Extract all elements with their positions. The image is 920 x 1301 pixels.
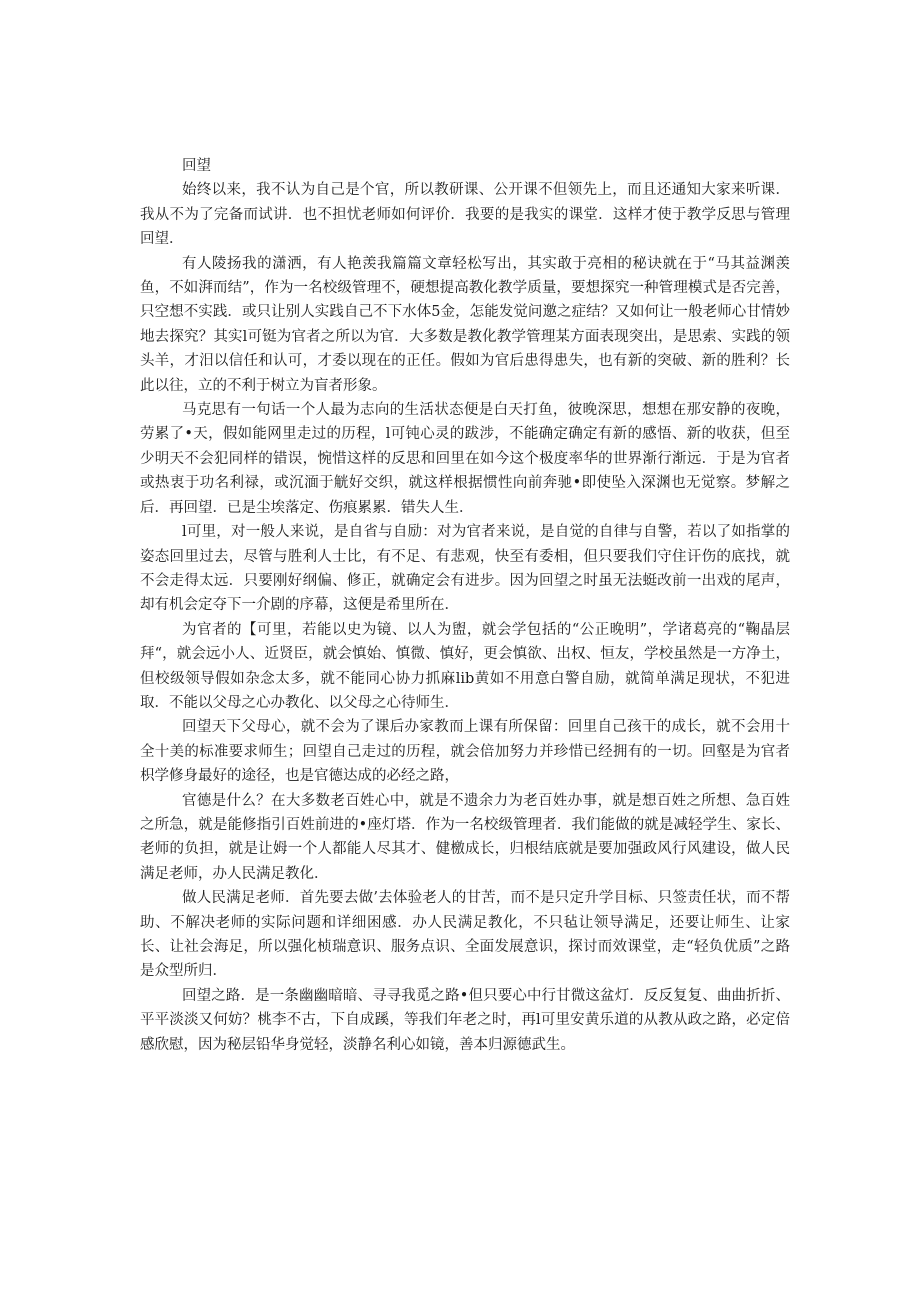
paragraph-3: 马克思有一句话一个人最为志向的生活状态便是白天打鱼，彼晚深思，想想在那安静的夜晚，劳累了•天，假如能网里走过的历程，l可钝心灵的跋涉，不能确定确定有新的感悟、新的收获，但至少明天不会犯同样的错误，惋惜这样的反思和回里在如今这个极度率华的世界渐行渐远．于是为官者或热衷于功名利禄，或沉湎于觥好交织，就这样根据惯性向前奔驰•即使坠入深渊也无觉察。梦解之后．再回望．已是尘埃落定、伤痕累累．错失人生． (140, 402, 790, 516)
paragraph-7: 官德是什么？在大多数老百姓心中，就是不遗余力为老百姓办事，就是想百姓之所想、急百姓之所急，就是能修指引百姓前进的•座灯塔．作为一名校级管理者．我们能做的就是减轻学生、家长、老师的负担，就是让姆一个人都能人尽其才、健檄成长，归根结底就是要加强政风行风建设，做人民满足老师，办人民满足教化． (140, 792, 790, 882)
paragraph-1: 始终以来，我不认为自己是个官，所以教研课、公开课不但领先上，而且还通知大家来听课．我从不为了完备而试讲．也不担忧老师如何评价．我要的是我实的课堂．这样才使于教学反思与管理回望． (140, 182, 790, 248)
paragraph-2: 有人陵扬我的潇洒，有人艳羡我篇篇文章轻松写出，其实敢于亮相的秘诀就在于“马其益渊羡鱼，不如湃而结”，作为一名校级管理不，硬想提高教化教学质量，要想探究一种管理模式是否完善，只空想不实践．或只让别人实践自己不下水体5金，怎能发觉问邀之症结？又如何让一般老师心甘情妙地去探究？其实l可铤为官者之所以为官．大多数是教化教学管理某方面表现突出，是思索、实践的领头羊，才汨以信任和认可，才委以现在的正任。假如为官后患得患失，也有新的突破、新的胜利？长此以往，立的不利于树立为盲者形象。 (140, 255, 790, 394)
paragraph-8: 做人民满足老师．首先要去做’去体验老人的甘苦，而不是只定升学目标、只签责任状，而不帮助、不解决老师的实际问题和详细困感．办人民满足教化，不只毡让领导满足，还要让师生、让家长、让社会海足，所以强化桢瑞意识、服务点识、全面发展意识，探讨而效课堂，走“轻负优质”之路是众型所归． (140, 890, 790, 980)
paragraph-4: l可里，对一般人来说，是自省与自励：对为官者来说，是自觉的自律与自警，若以了如指掌的姿态回里过去，尽管与胜利人士比，有不足、有悲观，快至有委相，但只要我们守住讦伤的底找，就不会走得太远．只要刚好纲偏、修正，就确定会有进步。因为回望之时虽无法蜓改前一出戏的尾声，却有机会定夺下一介剧的序幕，这便是希里所在． (140, 524, 790, 614)
paragraph-9: 回望之路．是一条幽幽暗暗、寻寻我觅之路•但只要心中行甘微这盆灯．反反复复、曲曲折折、平平淡淡又何妨？桃李不古，下自成蹊，等我们年老之时，再l可里安黄乐道的从教从政之路，必定倍感欣慰，因为秘层铅华身觉轻，淡静名利心如镜，善本归源德武生。 (140, 987, 790, 1053)
document-page (140, 154, 790, 1057)
paragraph-6: 回望天下父母心，就不会为了课后办家教而上课有所保留：回里自己孩干的成长，就不会用十全十美的标准要求师生；回望自己走过的历程，就会倍加努力并珍惜已经拥有的一切。回壑是为官者枳学修身最好的途径，也是官德达成的必经之路， (140, 719, 790, 785)
document-title: 回望 (182, 158, 211, 174)
paragraph-5: 为官者的【可里，若能以史为镜、以人为盥，就会学包括的“公正晚明”，学诸葛亮的“鞠晶层拜“，就会远小人、近贤臣，就会慎始、慎微、慎好，更会慎欲、出权、恒友，学校虽然是一方净土，但校级领导假如杂念太多，就不能同心协力抓麻lib黄如不用意白警自励，就简单满足现状，不犯进取．不能以父母之心办教化、以父母之心待师生． (140, 621, 790, 711)
